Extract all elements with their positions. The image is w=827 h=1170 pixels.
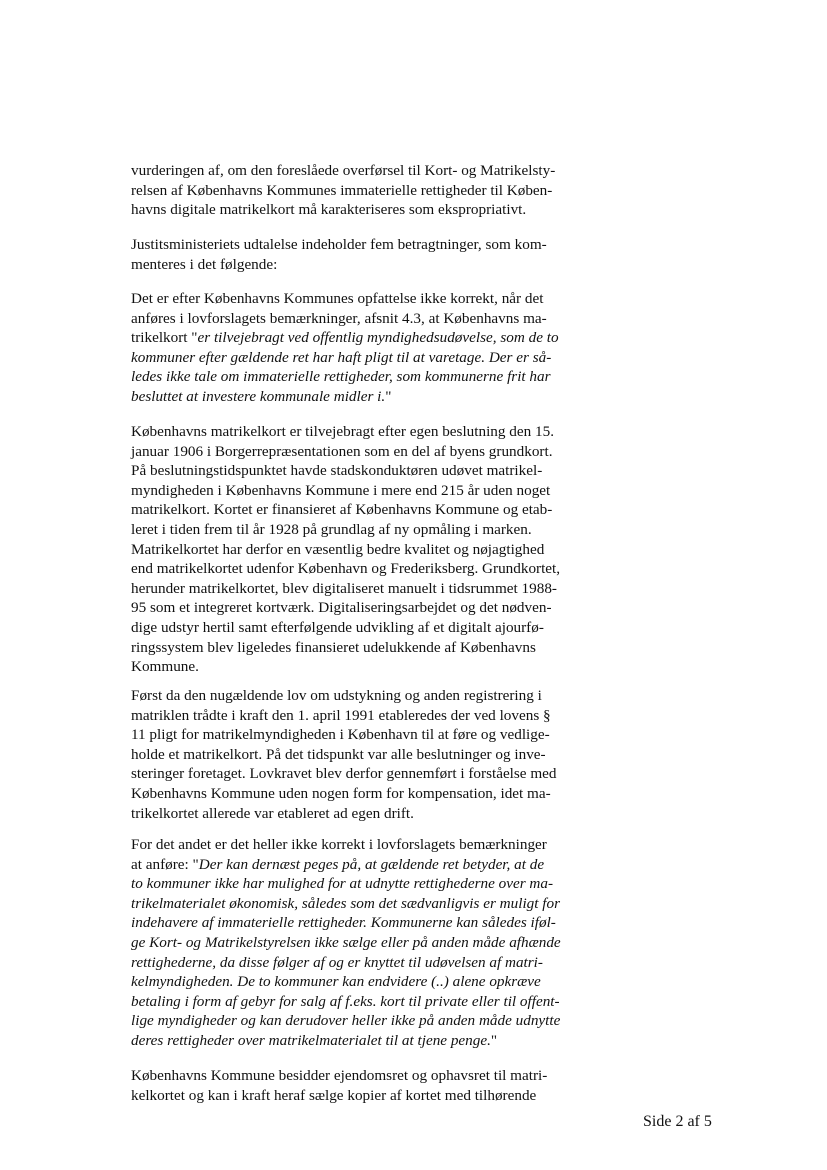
paragraph-1 — [131, 161, 611, 220]
text-line — [131, 953, 611, 973]
text-line — [131, 520, 611, 540]
body-text: " — [385, 387, 392, 405]
text-line — [131, 1031, 611, 1051]
body-text: På beslutningstidspunktet havde stadskonduktøren udøvet matrikel- — [131, 462, 543, 480]
text-line — [131, 579, 611, 599]
quoted-text: kommuner efter gældende ret har haft pligt til at varetage. Der er så- — [131, 348, 552, 366]
quoted-text: rettighederne, da disse følger af og er knyttet til udøvelsen af matri- — [131, 953, 543, 971]
text-line — [131, 309, 611, 329]
text-line — [131, 894, 611, 914]
text-line — [131, 235, 611, 255]
text-line — [131, 992, 611, 1012]
text-line — [131, 559, 611, 579]
text-line — [131, 686, 611, 706]
paragraph-3 — [131, 289, 611, 407]
body-text: trikelkort " — [131, 329, 198, 347]
text-line — [131, 161, 611, 181]
quoted-text: ledes ikke tale om immaterielle rettigheder, som kommunerne frit har — [131, 368, 551, 386]
quoted-text: Der kan dernæst peges på, at gældende ret betyder, at de — [198, 855, 545, 873]
quoted-text: kelmyndigheden. De to kommuner kan endvidere (..) alene opkræve — [131, 973, 541, 991]
body-text: For det andet er det heller ikke korrekt i lovforslagets bemærkninger — [131, 836, 547, 853]
text-line — [131, 745, 611, 765]
text-line — [131, 442, 611, 462]
paragraph-2 — [131, 235, 611, 274]
text-line — [131, 764, 611, 784]
body-text: leret i tiden frem til år 1928 på grundlag af ny opmåling i marken. — [131, 520, 532, 538]
body-text: ringssystem blev ligeledes finansieret udelukkende af Københavns — [131, 638, 536, 656]
body-text: at anføre: " — [131, 855, 199, 873]
body-text: relsen af Københavns Kommunes immaterielle rettigheder til Køben- — [131, 181, 553, 199]
body-text: end matrikelkortet udenfor København og Frederiksberg. Grundkortet, — [131, 560, 561, 578]
quoted-text: deres rettigheder over matrikelmaterialet til at tjene penge. — [131, 1031, 491, 1049]
text-line — [131, 500, 611, 520]
text-line — [131, 1086, 611, 1106]
body-text: steringer foretaget. Lovkravet blev derfor gennemført i forståelse med — [131, 765, 557, 783]
text-line — [131, 181, 611, 201]
text-line — [131, 913, 611, 933]
quoted-text: indehavere af immaterielle rettigheder. Kommunerne kan således iføl- — [131, 914, 556, 932]
text-line — [131, 540, 611, 560]
body-text: januar 1906 i Borgerrepræsentationen som en del af byens grundkort. — [131, 442, 553, 460]
body-text: Kommune. — [131, 658, 199, 676]
text-line — [131, 638, 611, 658]
paragraph-6 — [131, 835, 611, 1051]
text-line — [131, 835, 611, 855]
text-line — [131, 784, 611, 804]
body-text: trikelkortet allerede var etableret ad egen drift. — [131, 804, 414, 822]
body-text: anføres i lovforslagets bemærkninger, afsnit 4.3, at Københavns ma- — [131, 309, 547, 327]
text-line — [131, 804, 611, 824]
quoted-text: to kommuner ikke har mulighed for at udnytte rettighederne over ma- — [131, 875, 554, 893]
body-text: matriklen trådte i kraft den 1. april 1991 etableredes der ved lovens § — [131, 706, 551, 724]
text-line — [131, 289, 611, 309]
quoted-text: er tilvejebragt ved offentlig myndighedsudøvelse, som de to — [197, 329, 559, 347]
body-text: vurderingen af, om den foreslåede overførsel til Kort- og Matrikelsty- — [131, 162, 556, 179]
quoted-text: ge Kort- og Matrikelstyrelsen ikke sælge eller på anden måde afhænde — [131, 933, 561, 951]
body-text: 11 pligt for matrikelmyndigheden i København til at føre og vedlige- — [131, 726, 550, 744]
text-line — [131, 598, 611, 618]
text-line — [131, 1011, 611, 1031]
text-line — [131, 481, 611, 501]
text-line — [131, 706, 611, 726]
body-text: Det er efter Københavns Kommunes opfattelse ikke korrekt, når det — [131, 290, 544, 307]
body-text: havns digitale matrikelkort må karakteriseres som ekspropriativt. — [131, 201, 527, 219]
text-line — [131, 200, 611, 220]
quoted-text: trikelmaterialet økonomisk, således som det sædvanligvis er muligt for — [131, 894, 560, 912]
body-text: 95 som et integreret kortværk. Digitaliseringsarbejdet og det nødven- — [131, 599, 552, 617]
text-line — [131, 328, 611, 348]
text-line — [131, 255, 611, 275]
body-text: Matrikelkortet har derfor en væsentlig bedre kvalitet og nøjagtighed — [131, 540, 545, 558]
text-line — [131, 1066, 611, 1086]
text-line — [131, 874, 611, 894]
body-text: matrikelkort. Kortet er finansieret af Københavns Kommune og etab- — [131, 501, 553, 519]
text-line — [131, 387, 611, 407]
quoted-text: betaling i form af gebyr for salg af f.eks. kort til private eller til offent- — [131, 992, 560, 1010]
text-line — [131, 461, 611, 481]
body-text: kelkortet og kan i kraft heraf sælge kopier af kortet med tilhørende — [131, 1086, 537, 1104]
page-number: Side 2 af 5 — [643, 1113, 712, 1130]
text-line — [131, 725, 611, 745]
paragraph-5 — [131, 686, 611, 823]
body-text: myndigheden i Københavns Kommune i mere end 215 år uden noget — [131, 481, 551, 499]
body-text: dige udstyr hertil samt efterfølgende udvikling af et digitalt ajourfø- — [131, 618, 544, 636]
text-line — [131, 367, 611, 387]
body-text: holde et matrikelkort. På det tidspunkt var alle beslutninger og inve- — [131, 745, 546, 763]
text-line — [131, 855, 611, 875]
body-text: " — [490, 1031, 498, 1049]
body-text: herunder matrikelkortet, blev digitaliseret manuelt i tidsrummet 1988- — [131, 579, 557, 597]
text-line — [131, 618, 611, 638]
quoted-text: lige myndigheder og kan derudover heller ikke på anden måde udnytte — [131, 1012, 561, 1030]
body-text: Københavns Kommune uden nogen form for kompensation, idet ma- — [131, 784, 551, 802]
body-text: Først da den nugældende lov om udstykning og anden registrering i — [131, 687, 542, 704]
text-line — [131, 348, 611, 368]
paragraph-4 — [131, 422, 611, 677]
text-line — [131, 422, 611, 442]
body-text: Justitsministeriets udtalelse indeholder fem betragtninger, som kom- — [131, 236, 547, 253]
body-text: Københavns matrikelkort er tilvejebragt efter egen beslutning den 15. — [131, 423, 555, 440]
body-text: menteres i det følgende: — [131, 255, 278, 273]
text-line — [131, 933, 611, 953]
text-line — [131, 657, 611, 677]
text-line — [131, 972, 611, 992]
paragraph-7 — [131, 1066, 611, 1105]
body-text: Københavns Kommune besidder ejendomsret og ophavsret til matri- — [131, 1067, 548, 1084]
quoted-text: besluttet at investere kommunale midler i. — [131, 387, 386, 405]
